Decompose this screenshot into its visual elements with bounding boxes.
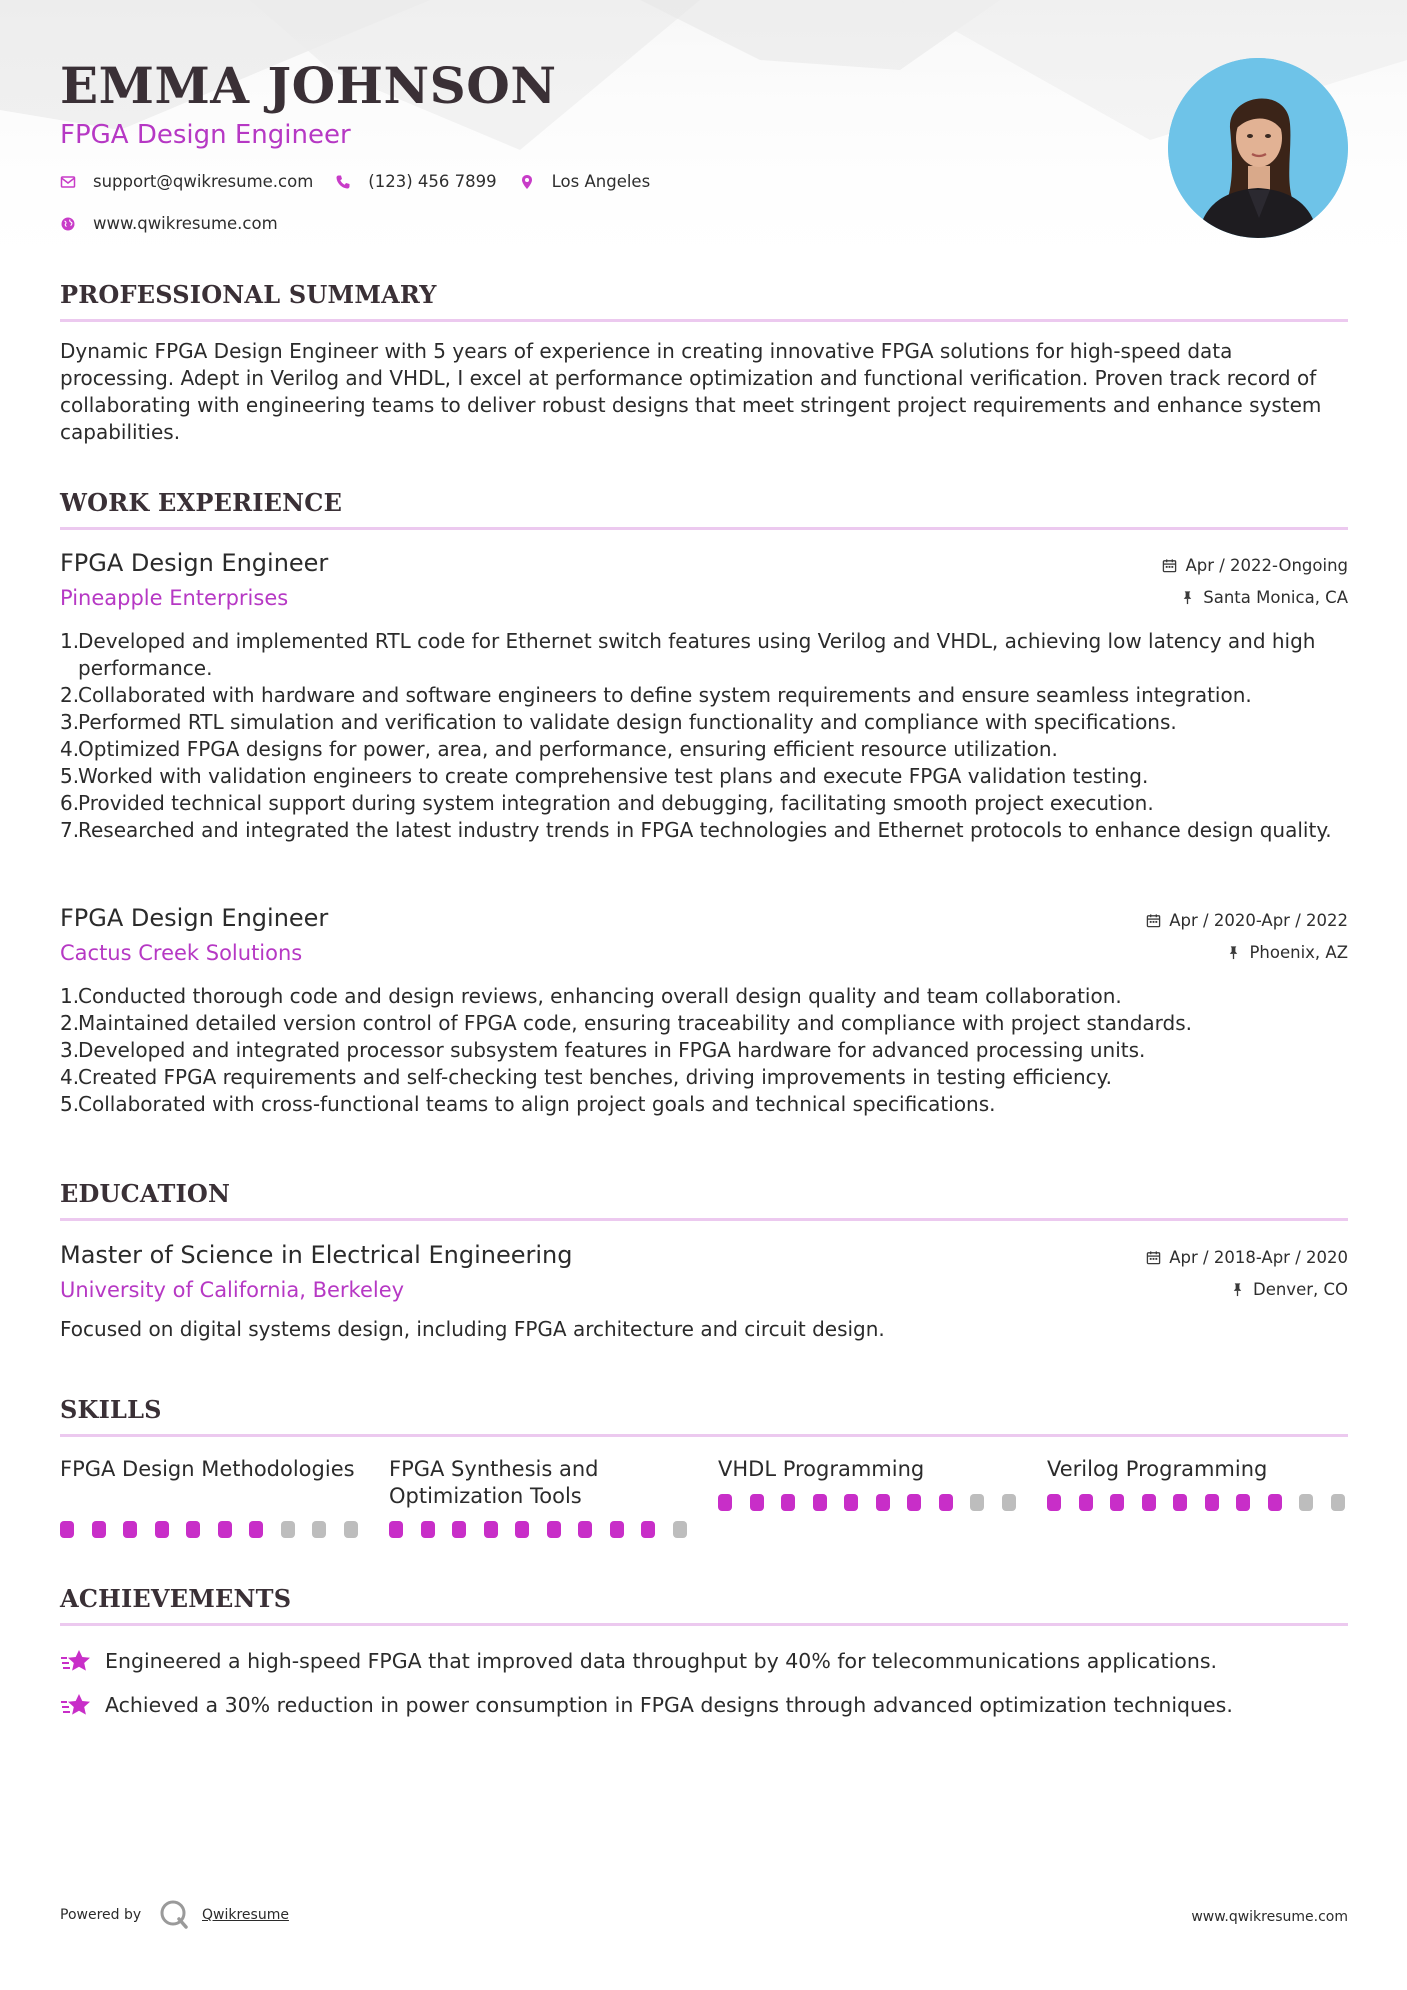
rating-dot-filled xyxy=(718,1494,732,1511)
contact-row xyxy=(60,172,672,191)
section-divider xyxy=(60,1434,1348,1437)
section-divider xyxy=(60,1623,1348,1626)
rating-dot-filled xyxy=(641,1521,655,1538)
job-bullets xyxy=(60,628,1348,844)
bullet-item: 3. Developed and integrated processor subsystem features in FPGA hardware for advanced processing units. xyxy=(60,1038,1146,1062)
rating-dot-filled xyxy=(1173,1494,1187,1511)
rating-dot-filled xyxy=(123,1521,137,1538)
skills-heading: SKILLS xyxy=(60,1395,162,1424)
job-company: Cactus Creek Solutions xyxy=(60,941,303,965)
skill-name: FPGA Design Methodologies xyxy=(60,1457,355,1481)
rating-dot-filled xyxy=(1142,1494,1156,1511)
rating-dot-filled xyxy=(939,1494,953,1511)
star-icon xyxy=(60,1689,92,1721)
rating-dot-empty xyxy=(673,1521,687,1538)
job-title: FPGA Design Engineer xyxy=(60,549,329,577)
bullet-text: Worked with validation engineers to create comprehensive test plans and execute FPGA validation testing. xyxy=(78,764,1149,788)
rating-dot-filled xyxy=(1268,1494,1282,1511)
bullet-text: Conducted thorough code and design reviews, enhancing overall design quality and team collaboration. xyxy=(78,984,1122,1008)
rating-dot-filled xyxy=(92,1521,106,1538)
bullet-item: 5. Collaborated with cross-functional teams to align project goals and technical specifications. xyxy=(60,1092,996,1116)
rating-dot-filled xyxy=(389,1521,403,1538)
skill-item xyxy=(1047,1456,1347,1483)
globe-icon xyxy=(60,216,76,232)
rating-dot-filled xyxy=(155,1521,169,1538)
experience-heading: WORK EXPERIENCE xyxy=(60,488,343,517)
pushpin-icon xyxy=(1180,590,1195,605)
experience-section xyxy=(60,488,1348,530)
rating-dot-filled xyxy=(547,1521,561,1538)
education-section xyxy=(60,1179,1348,1221)
bullet-item: 2. Collaborated with hardware and software engineers to define system requirements and ensure seamless integration. xyxy=(60,683,1252,707)
phone-text: (123) 456 7899 xyxy=(368,172,497,191)
rating-dot-filled xyxy=(218,1521,232,1538)
bullet-text: Collaborated with cross-functional teams to align project goals and technical specifications. xyxy=(78,1092,996,1116)
bullet-item: 4. Optimized FPGA designs for power, area, and performance, ensuring efficient resource utilization. xyxy=(60,737,1058,761)
rating-dot-filled xyxy=(813,1494,827,1511)
job-bullets xyxy=(60,983,1348,1118)
calendar-icon xyxy=(1146,913,1161,928)
rating-dot-filled xyxy=(1079,1494,1093,1511)
rating-dot-filled xyxy=(876,1494,890,1511)
education-location xyxy=(1230,1280,1348,1299)
education-description: Focused on digital systems design, including FPGA architecture and circuit design. xyxy=(60,1317,885,1341)
bullet-text: Researched and integrated the latest industry trends in FPGA technologies and Ethernet protocols to enhance design quality. xyxy=(78,818,1332,842)
section-divider xyxy=(60,527,1348,530)
achievement-item xyxy=(60,1689,1233,1721)
education-heading: EDUCATION xyxy=(60,1179,231,1208)
calendar-icon xyxy=(1162,558,1177,573)
summary-text: Dynamic FPGA Design Engineer with 5 years of experience in creating innovative FPGA solutions for high-speed data processing. Adept in Verilog and VHDL, I excel at performance optimization and functional verification. Proven track record of collaborating with engineering teams to deliver robust designs that meet stringent project requirements and enhance system capabilities. xyxy=(60,339,1322,444)
contact-website[interactable] xyxy=(60,214,278,233)
pushpin-icon xyxy=(1226,945,1241,960)
skill-name: Verilog Programming xyxy=(1047,1457,1268,1481)
contact-location xyxy=(519,172,651,191)
rating-dot-filled xyxy=(610,1521,624,1538)
map-pin-icon xyxy=(519,174,535,190)
rating-dot-empty xyxy=(312,1521,326,1538)
candidate-title: FPGA Design Engineer xyxy=(60,120,351,150)
envelope-icon xyxy=(60,174,76,190)
education-location-text: Denver, CO xyxy=(1252,1280,1348,1299)
bullet-item: 2. Maintained detailed version control of FPGA code, ensuring traceability and compliance with project standards. xyxy=(60,1011,1192,1035)
rating-dot-filled xyxy=(781,1494,795,1511)
qwikresume-logo-icon xyxy=(158,1898,190,1930)
school-name: University of California, Berkeley xyxy=(60,1278,405,1302)
bullet-text: Developed and implemented RTL code for Ethernet switch features using Verilog and VHDL, achieving low latency and high performance. xyxy=(78,629,1316,680)
bullet-text: Maintained detailed version control of FPGA code, ensuring traceability and compliance with project standards. xyxy=(78,1011,1192,1035)
rating-dot-filled xyxy=(907,1494,921,1511)
bullet-item: 6. Provided technical support during system integration and debugging, facilitating smooth project execution. xyxy=(60,791,1154,815)
bullet-text: Provided technical support during system integration and debugging, facilitating smooth project execution. xyxy=(78,791,1154,815)
rating-dot-filled xyxy=(60,1521,74,1538)
profile-photo xyxy=(1168,58,1348,238)
job-date-text: Apr / 2020-Apr / 2022 xyxy=(1169,911,1348,930)
bullet-text: Developed and integrated processor subsystem features in FPGA hardware for advanced processing units. xyxy=(78,1038,1146,1062)
powered-by-label: Powered by xyxy=(60,1907,142,1923)
rating-dot-filled xyxy=(186,1521,200,1538)
phone-icon xyxy=(335,174,351,190)
candidate-name: EMMA JOHNSON xyxy=(60,56,557,115)
qwikresume-link[interactable]: Qwikresume xyxy=(202,1907,289,1923)
email-text: support@qwikresume.com xyxy=(93,172,314,191)
achievements-heading: ACHIEVEMENTS xyxy=(60,1584,292,1613)
skill-rating xyxy=(389,1521,704,1538)
rating-dot-filled xyxy=(515,1521,529,1538)
rating-dot-filled xyxy=(750,1494,764,1511)
bullet-text: Performed RTL simulation and verification to validate design functionality and compliance with specifications. xyxy=(78,710,1177,734)
bullet-item: 1. Developed and implemented RTL code for Ethernet switch features using Verilog and VHDL, achieving low latency and high performance. xyxy=(60,629,1316,680)
rating-dot-filled xyxy=(421,1521,435,1538)
rating-dot-filled xyxy=(578,1521,592,1538)
skills-section xyxy=(60,1395,1348,1437)
rating-dot-empty xyxy=(281,1521,295,1538)
footer-url[interactable]: www.qwikresume.com xyxy=(1191,1909,1348,1925)
job-date-text: Apr / 2022-Ongoing xyxy=(1185,556,1348,575)
bullet-text: Created FPGA requirements and self-checking test benches, driving improvements in testing efficiency. xyxy=(78,1065,1112,1089)
rating-dot-empty xyxy=(1002,1494,1016,1511)
skill-rating xyxy=(60,1521,375,1538)
education-date xyxy=(1146,1248,1348,1267)
rating-dot-filled xyxy=(1205,1494,1219,1511)
star-icon xyxy=(60,1645,92,1677)
education-date-text: Apr / 2018-Apr / 2020 xyxy=(1169,1248,1348,1267)
job-location xyxy=(1180,588,1348,607)
skill-item xyxy=(60,1456,360,1483)
skill-name: VHDL Programming xyxy=(718,1457,925,1481)
skill-item xyxy=(718,1456,1018,1483)
rating-dot-filled xyxy=(452,1521,466,1538)
skill-name: FPGA Synthesis and Optimization Tools xyxy=(389,1457,599,1508)
contact-email[interactable] xyxy=(60,172,313,191)
achievements-section xyxy=(60,1584,1348,1626)
achievement-text: Engineered a high-speed FPGA that improved data throughput by 40% for telecommunications applications. xyxy=(105,1649,1218,1673)
bullet-item: 7. Researched and integrated the latest industry trends in FPGA technologies and Ethernet protocols to enhance design quality. xyxy=(60,818,1332,842)
rating-dot-filled xyxy=(1047,1494,1061,1511)
job-title: FPGA Design Engineer xyxy=(60,904,329,932)
contact-row-website xyxy=(60,214,300,233)
skill-rating xyxy=(1047,1494,1362,1511)
skill-item xyxy=(389,1456,689,1510)
website-text: www.qwikresume.com xyxy=(93,214,278,233)
rating-dot-empty xyxy=(344,1521,358,1538)
skill-rating xyxy=(718,1494,1033,1511)
summary-section xyxy=(60,280,1348,446)
rating-dot-filled xyxy=(844,1494,858,1511)
rating-dot-empty xyxy=(970,1494,984,1511)
footer xyxy=(60,1896,1348,1936)
section-divider xyxy=(60,319,1348,322)
job-company: Pineapple Enterprises xyxy=(60,586,289,610)
job-location xyxy=(1226,943,1348,962)
bullet-item: 5. Worked with validation engineers to create comprehensive test plans and execute FPGA validation testing. xyxy=(60,764,1149,788)
location-text: Los Angeles xyxy=(551,172,651,191)
achievement-item xyxy=(60,1645,1217,1677)
avatar xyxy=(1168,58,1348,238)
bullet-item: 4. Created FPGA requirements and self-checking test benches, driving improvements in testing efficiency. xyxy=(60,1065,1112,1089)
job-location-text: Santa Monica, CA xyxy=(1203,588,1348,607)
job-date xyxy=(1146,911,1348,930)
bullet-item: 3. Performed RTL simulation and verification to validate design functionality and compliance with specifications. xyxy=(60,710,1177,734)
rating-dot-empty xyxy=(1331,1494,1345,1511)
rating-dot-filled xyxy=(484,1521,498,1538)
summary-heading: PROFESSIONAL SUMMARY xyxy=(60,280,437,309)
rating-dot-filled xyxy=(1236,1494,1250,1511)
job-location-text: Phoenix, AZ xyxy=(1249,943,1348,962)
degree-title: Master of Science in Electrical Engineering xyxy=(60,1241,573,1269)
section-divider xyxy=(60,1218,1348,1221)
rating-dot-empty xyxy=(1299,1494,1313,1511)
rating-dot-filled xyxy=(1110,1494,1124,1511)
calendar-icon xyxy=(1146,1250,1161,1265)
achievement-text: Achieved a 30% reduction in power consumption in FPGA designs through advanced optimization techniques. xyxy=(105,1693,1233,1717)
contact-phone[interactable] xyxy=(335,172,496,191)
pushpin-icon xyxy=(1230,1282,1245,1297)
bullet-item: 1. Conducted thorough code and design reviews, enhancing overall design quality and team collaboration. xyxy=(60,984,1122,1008)
rating-dot-filled xyxy=(249,1521,263,1538)
bullet-text: Collaborated with hardware and software engineers to define system requirements and ensure seamless integration. xyxy=(78,683,1252,707)
job-date xyxy=(1162,556,1348,575)
bullet-text: Optimized FPGA designs for power, area, and performance, ensuring efficient resource utilization. xyxy=(78,737,1058,761)
